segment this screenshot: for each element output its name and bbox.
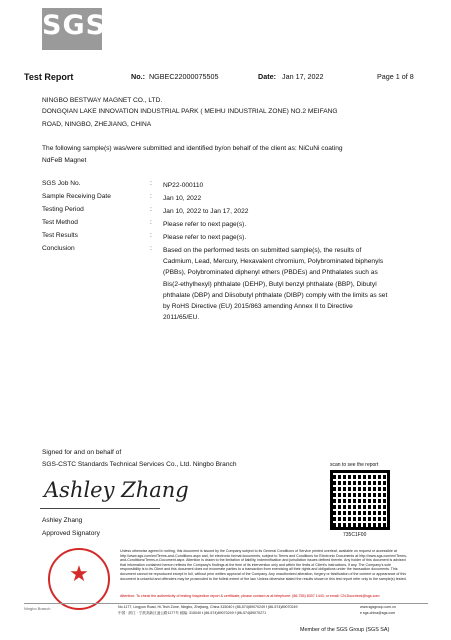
signature-line	[40, 508, 160, 509]
report-date: Date: Jan 17, 2022	[258, 72, 324, 81]
footer-email[interactable]: e sgs.china@sgs.com	[360, 611, 396, 615]
signatory-name: Ashley Zhang	[42, 517, 83, 524]
client-address-line2: ROAD, NINGBO, ZHEJIANG, CHINA	[42, 121, 152, 128]
intro-line1: The following sample(s) was/were submitted and identified by/on behalf of the client as: NiCuNi coating	[42, 145, 343, 152]
qr-code[interactable]	[330, 470, 390, 530]
stamp-star-icon: ★	[69, 561, 89, 586]
footer-divider	[24, 603, 428, 604]
footer-address-cn: 中国 · 浙江 · 宁波高新区凌云路1177号 邮编: 315040 t (86-574)89070249 f (86-574)89070271	[118, 611, 267, 615]
qr-caption: scan to see the report	[330, 462, 379, 468]
signed-on-behalf: Signed for and on behalf of	[42, 449, 122, 456]
conclusion-line: Cadmium, Lead, Mercury, Hexavalent chromium, Polybrominated biphenyls	[163, 258, 384, 266]
conclusion-line: 2011/65/EU.	[163, 314, 200, 322]
client-name: NINGBO BESTWAY MAGNET CO., LTD.	[42, 97, 163, 104]
qr-code-id: 735C1F00	[343, 532, 367, 538]
sgs-logo-text: SGS	[42, 10, 107, 41]
footer-website[interactable]: www.sgsgroup.com.cn	[360, 605, 396, 609]
page-number: Page 1 of 8	[377, 72, 414, 81]
conclusion-line: Based on the performed tests on submitted sample(s), the results of	[163, 247, 362, 254]
report-title: Test Report	[24, 72, 74, 82]
conclusion-line: by RoHS Directive (EU) 2015/863 amending Annex II to Directive	[163, 303, 353, 311]
footer-branch: Ningbo Branch	[24, 606, 51, 611]
conclusion-line: (PBBs), Polybrominated diphenyl ethers (PBDEs) and Phthalates such as	[163, 269, 378, 277]
attention-note: Attention: To check the authenticity of testing /inspection report & certificate, please contact us at telephone: (86-755) 8307 1443, or email: CN.Doccheck@sgs.com	[120, 594, 380, 598]
conclusion-line: phthalate (DBP) and Diisobutyl phthalate (DIBP) comply with the limits as set	[163, 291, 388, 299]
handwritten-signature: Ashley Zhang	[44, 478, 189, 502]
client-address-line1: DONGQIAN LAKE INNOVATION INDUSTRIAL PARK ( MEIHU INDUSTRIAL ZONE) NO.2 MEIFANG	[42, 108, 338, 115]
intro-line2: NdFeB Magnet	[42, 157, 87, 164]
signatory-title: Approved Signatory	[42, 530, 100, 537]
member-of-group: Member of the SGS Group (SGS SA)	[300, 627, 390, 633]
report-number: No.: NGBEC22000075505	[131, 72, 219, 81]
conclusion-line: Bis(2-ethylhexyl) phthalate (DEHP), Butyl benzyl phthalate (BBP), Dibutyl	[163, 280, 377, 288]
terms-fine-print: Unless otherwise agreed in writing, this document is issued by the Company subject to its General Conditions of Service printed overleaf, available on request or accessible at http://www.sgs.com/en/Terms-and-Conditions.aspx and, for electronic format documents, subject to Terms and Conditions for Electronic Documents at http://www.sgs.com/en/Terms-and-Conditions/Terms-e-Document.aspx. Attention is drawn to the limitation of liability, indemnification and jurisdiction issues defined therein. Any holder of this document is advised that information contained hereon reflects the Company's findings at the time of its intervention only and within the limits of Client's instructions, if any. The Company's sole responsibility is to its Client and this document does not exonerate parties to a transaction from exercising all their rights and obligations under the transaction documents. This document cannot be reproduced except in full, without prior written approval of the Company. Any unauthorized alteration, forgery or falsification of the content or appearance of this document is unlawful and offenders may be prosecuted to the fullest extent of the law. Unless otherwise stated the results shown in this test report refer only to the sample(s) tested.	[120, 549, 408, 581]
footer-address-en: No.1177, Lingyun Road, Hi-Tech Zone, Ningbo, Zhejiang, China 315040 t (86-574)89070249 f (86-574)89070249	[118, 605, 298, 609]
signing-company: SGS-CSTC Standards Technical Services Co., Ltd. Ningbo Branch	[42, 461, 237, 468]
